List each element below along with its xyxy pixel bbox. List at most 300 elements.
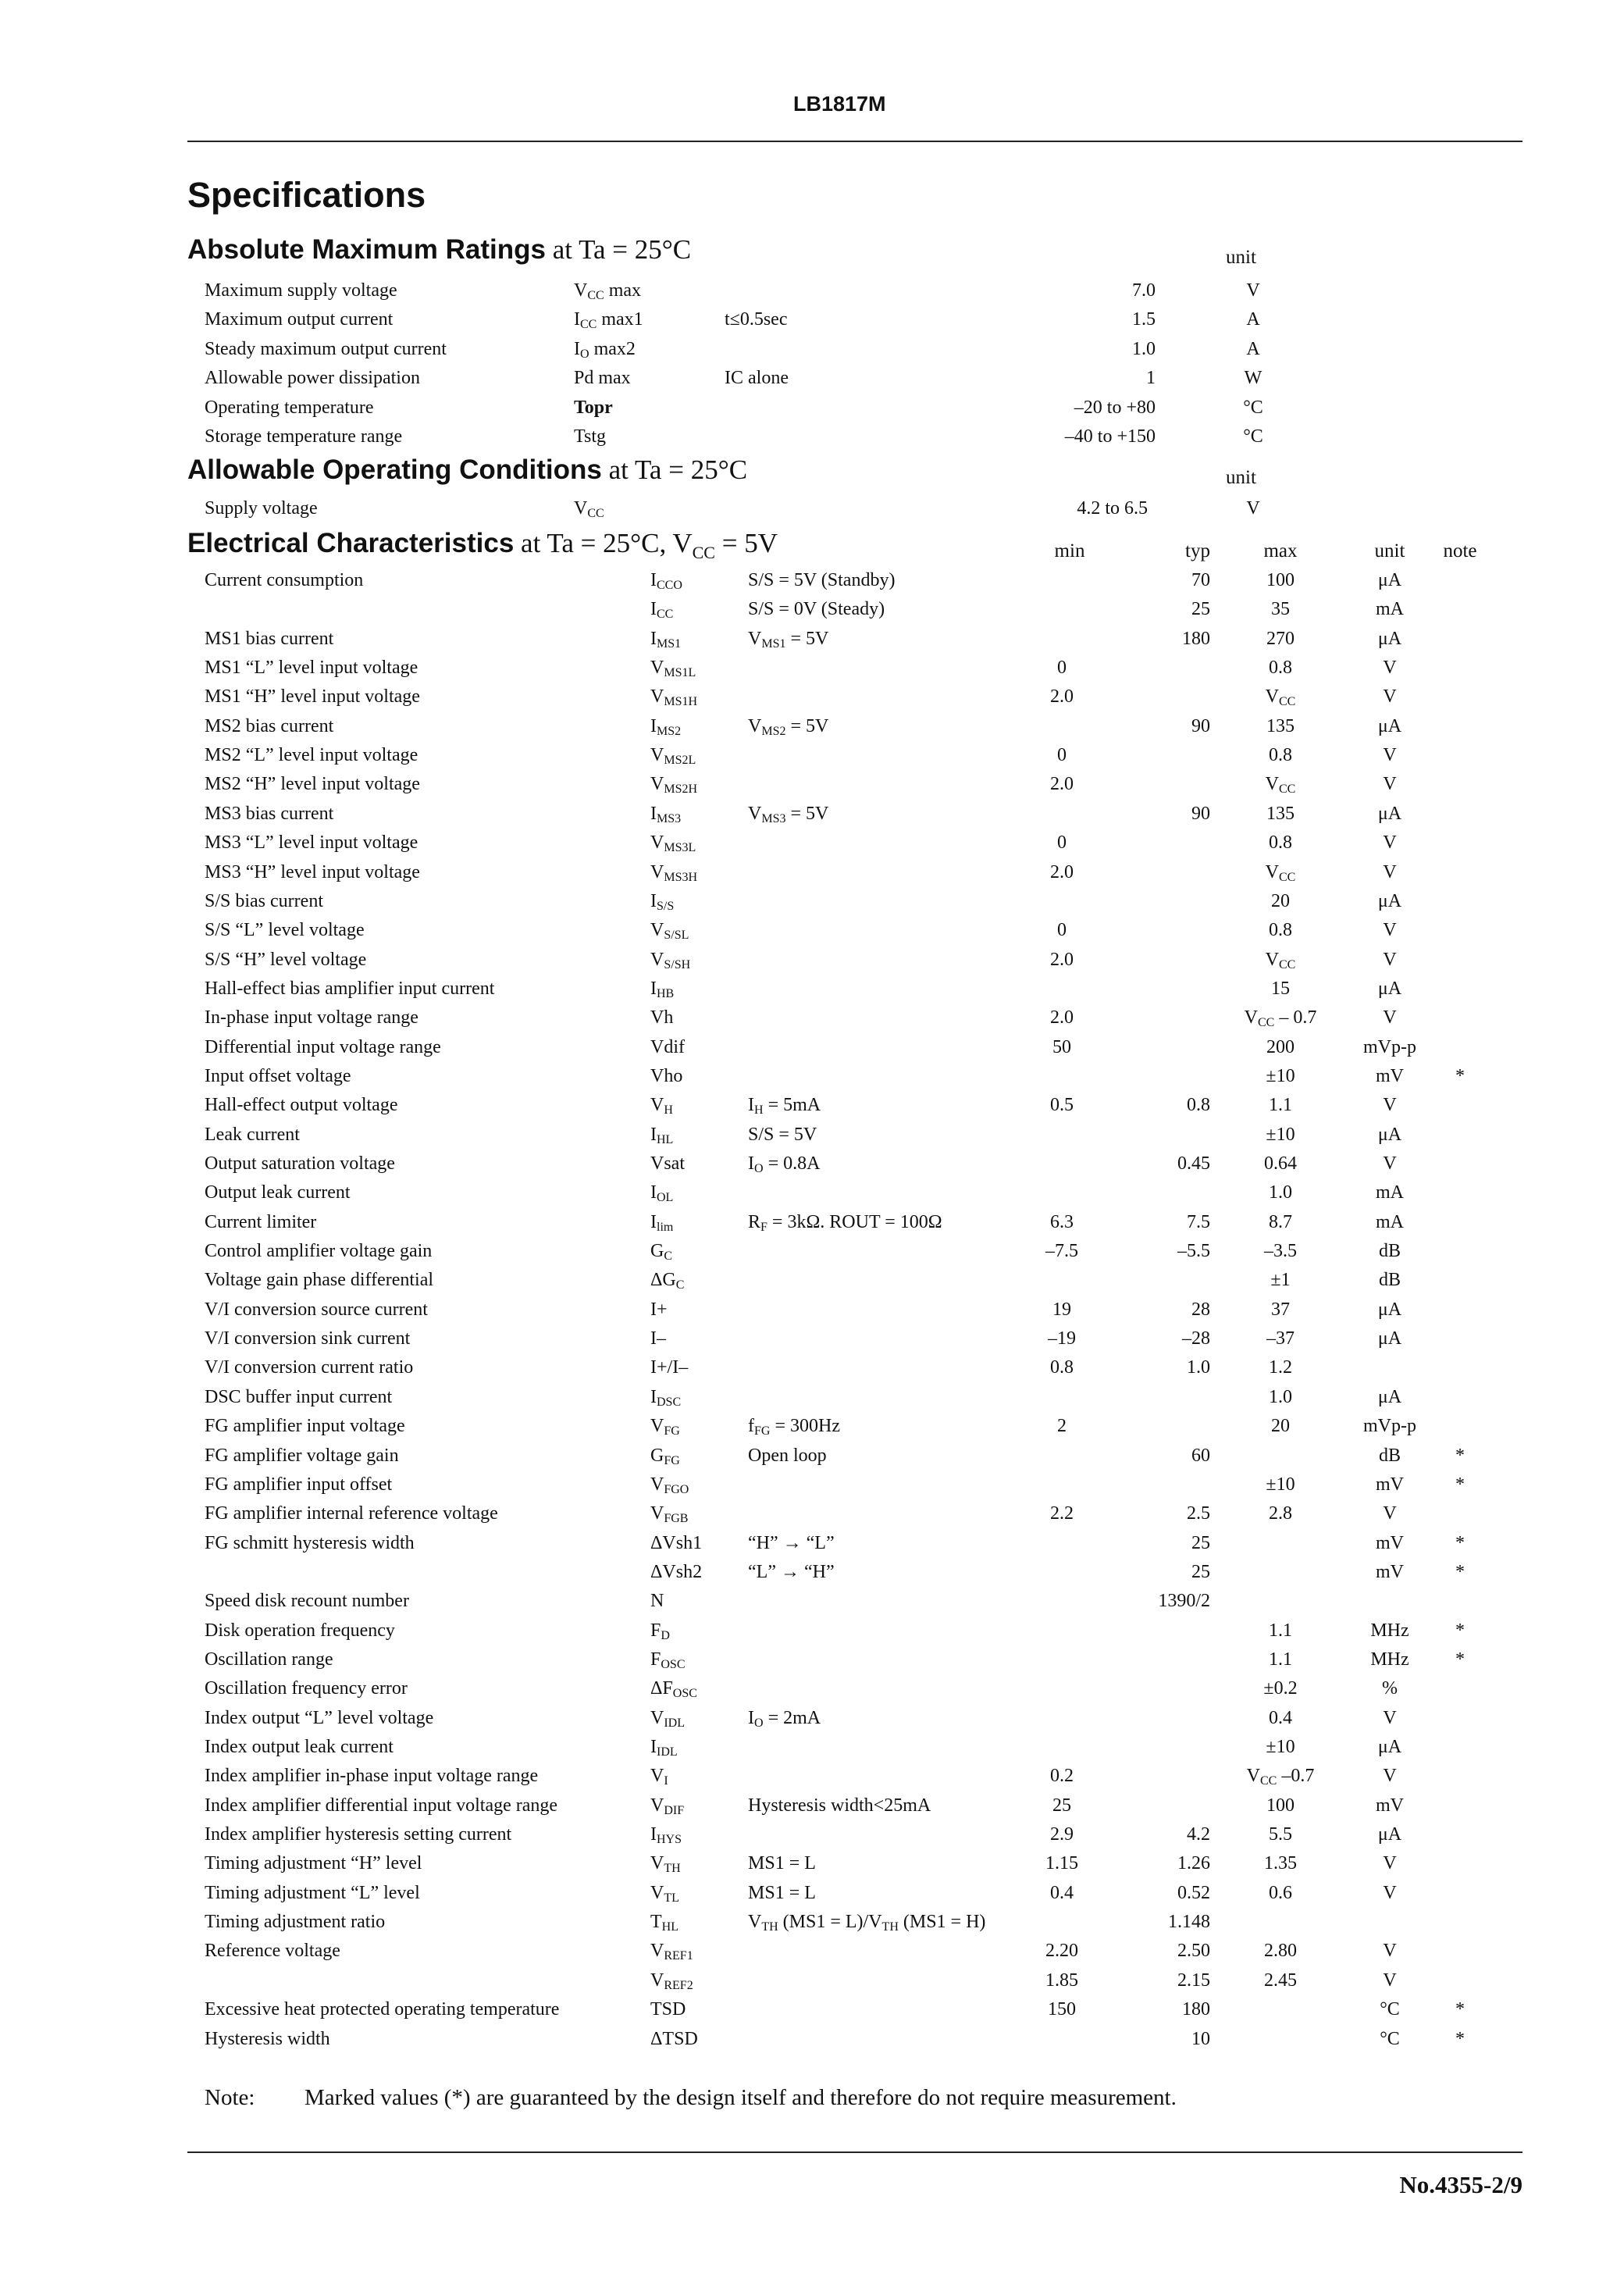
param-symbol [650,1064,682,1088]
param-symbol [650,1939,693,1968]
param-max [1218,1268,1343,1292]
param-symbol-subscript: CC [580,318,597,332]
param-typ [1116,1852,1210,1875]
param-name-text: FG schmitt hysteresis width [205,1532,415,1553]
param-min [1015,1036,1109,1059]
param-unit [1351,627,1429,651]
param-symbol-text: V [650,832,664,854]
param-unit [1351,1735,1429,1759]
param-unit [1351,1794,1429,1817]
param-unit [1351,1764,1429,1788]
param-typ-text: 180 [1182,1999,1210,2020]
param-unit [1351,889,1429,913]
param-symbol [650,802,681,831]
param-max [1218,1852,1343,1875]
param-condition-suffix: = 5V [785,628,829,649]
param-symbol-text: V [650,686,664,708]
param-symbol-subscript: MS3 [657,811,682,825]
param-unit-text: MHz [1370,1649,1409,1670]
param-condition-text: Open loop [748,1445,827,1466]
param-max [1218,685,1343,714]
param-symbol-text: TSD [650,1999,686,2020]
param-min [1015,1939,1109,1963]
param-max-text: ±10 [1266,1474,1295,1495]
param-symbol [650,918,689,947]
param-symbol-text: ΔVsh2 [650,1561,703,1582]
param-max-text: 20 [1271,890,1290,911]
param-unit [1351,1268,1429,1292]
param-value [1038,337,1156,361]
param-unit-text: mV [1376,1474,1404,1495]
param-max [1218,1356,1343,1379]
param-max [1218,1327,1343,1350]
param-min [1015,1881,1109,1905]
param-unit-text: μA [1377,628,1402,649]
param-symbol [650,948,690,977]
param-unit-text: μA [1377,803,1402,824]
param-min-text: 0 [1057,920,1067,941]
table-row [0,1998,1624,2027]
param-typ-text: 10 [1191,2028,1210,2049]
param-unit [1351,1619,1429,1642]
param-symbol-text: I [650,599,657,620]
param-symbol-text: V [650,658,664,679]
param-typ [1116,1093,1210,1117]
param-name [205,948,366,971]
param-name [205,1181,351,1204]
param-max-text: 1.1 [1269,1095,1292,1116]
param-typ-text: 0.52 [1177,1882,1210,1903]
param-condition [748,715,828,743]
param-name-text: MS3 “L” level input voltage [205,832,418,854]
param-value [1038,308,1156,331]
param-unit-text: °C [1243,426,1263,447]
param-unit-text: μA [1377,1328,1402,1349]
param-note-text: * [1455,1532,1465,1553]
param-name-text: In-phase input voltage range [205,1007,418,1028]
param-symbol-text: V [650,920,664,941]
param-condition-text: I [748,1153,754,1174]
param-name-text: Allowable power dissipation [205,368,420,389]
param-name [205,1910,385,1934]
param-max [1218,1239,1343,1263]
param-condition-text: MS1 = L [748,1853,816,1874]
param-condition-text: R [748,1211,761,1232]
param-unit-text: V [1383,1853,1397,1874]
param-max [1218,715,1343,738]
param-condition [725,366,789,390]
param-max-text: 15 [1271,978,1290,999]
param-unit-text: mA [1376,599,1404,620]
param-min [1015,1502,1109,1525]
param-name [205,1823,511,1846]
param-max-text: 1.0 [1269,1386,1292,1407]
param-max [1218,1969,1343,1992]
param-unit-text: V [1383,745,1397,766]
param-max-text: 35 [1271,599,1290,620]
param-name [205,279,397,302]
table-row [0,425,1624,454]
param-unit-text: V [1246,498,1260,519]
param-min [1015,1414,1109,1438]
param-condition-subscript: F [760,1220,767,1234]
param-max [1218,656,1343,679]
param-name [205,366,420,390]
table-row [0,1502,1624,1531]
param-symbol-text: I+/I– [650,1357,689,1378]
param-name-text: V/I conversion sink current [205,1328,411,1349]
param-value-text: 7.0 [1132,280,1156,301]
param-unit-text: mVp-p [1363,1036,1416,1057]
param-name-text: Hall-effect bias amplifier input current [205,978,495,999]
param-max-text: 0.6 [1269,1882,1292,1903]
param-symbol-subscript: TL [664,1891,679,1905]
param-max [1218,1064,1343,1088]
param-max-text: 135 [1266,715,1295,736]
param-typ [1116,1998,1210,2021]
param-typ [1116,1589,1210,1613]
param-symbol-text: G [650,1241,664,1262]
param-name [205,977,494,1000]
param-name [205,1502,498,1525]
param-symbol-subscript: S/S [657,899,675,913]
param-symbol-text: I [650,1824,657,1845]
param-name-text: Index amplifier differential input voltage range [205,1795,558,1816]
param-typ-text: 90 [1191,803,1210,824]
param-unit [1218,396,1288,419]
param-symbol-subscript: MS1 [657,636,682,651]
param-symbol-text: I [650,890,657,911]
param-symbol-text: V [650,745,664,766]
param-unit [1351,1969,1429,1992]
param-symbol-subscript: HL [661,1920,678,1934]
param-symbol-text: Vh [650,1007,674,1028]
param-condition-text: I [748,1095,754,1116]
param-symbol-text: V [650,1474,664,1495]
param-unit [1351,918,1429,942]
param-max [1218,743,1343,767]
param-typ-text: –5.5 [1177,1241,1210,1262]
table-row [0,889,1624,918]
param-symbol [650,1764,668,1793]
param-typ [1116,569,1210,592]
param-typ-text: 1.148 [1168,1912,1210,1933]
param-unit [1218,279,1288,302]
param-max-text: ±10 [1266,1065,1295,1086]
param-min-text: 50 [1052,1036,1071,1057]
param-max-text: 200 [1266,1036,1295,1057]
param-typ [1116,2027,1210,2051]
param-min [1015,1764,1109,1788]
param-symbol-text: F [650,1620,661,1641]
param-value-text: 1.0 [1132,338,1156,359]
param-symbol [650,1560,702,1584]
param-name [205,1677,408,1700]
param-name [205,308,393,331]
param-symbol-subscript: DSC [657,1395,682,1409]
param-name [205,715,333,738]
param-max-subscript: CC [1279,870,1296,884]
param-name [205,772,420,796]
param-min [1015,1327,1109,1350]
param-typ-text: 0.45 [1177,1153,1210,1174]
param-condition-suffix: = 300Hz [770,1416,840,1437]
param-name [205,802,333,825]
param-unit [1351,948,1429,971]
table-row [0,918,1624,947]
param-symbol-subscript: REF1 [664,1949,693,1963]
param-name [205,1239,432,1263]
param-condition-text: V [748,1912,762,1933]
param-name-text: Hysteresis width [205,2028,330,2049]
param-name-text: Timing adjustment “L” level [205,1882,420,1903]
param-typ-text: 2.15 [1177,1970,1210,1991]
param-unit-text: μA [1377,715,1402,736]
param-symbol-text: V [650,1503,664,1524]
table-row [0,1036,1624,1064]
param-symbol-text: I [650,803,657,824]
param-symbol-text: I [650,1182,657,1203]
param-symbol-text: G [650,1445,664,1466]
param-name [205,1093,397,1117]
table-row [0,1531,1624,1560]
table-row [0,1619,1624,1648]
param-typ [1116,1444,1210,1467]
param-name [205,627,333,651]
param-symbol [650,1093,673,1122]
table-row [0,1794,1624,1823]
param-max-text: 1.1 [1269,1649,1292,1670]
param-symbol-subscript: REF2 [664,1978,693,1992]
param-max-text: V [1265,774,1279,795]
table-row [0,1560,1624,1589]
param-symbol [650,743,696,772]
param-condition-text: V [748,715,762,736]
param-unit [1351,1181,1429,1204]
param-value-text: 1 [1146,368,1156,389]
table-row [0,1123,1624,1152]
param-condition-text: S/S = 5V (Standby) [748,570,896,590]
table-row [0,1852,1624,1881]
param-name-text: Index amplifier hysteresis setting current [205,1824,512,1845]
table-row [0,1064,1624,1093]
param-unit [1351,1210,1429,1234]
param-symbol-subscript: CC [587,289,604,302]
param-min [1015,1998,1109,2021]
param-name [205,1852,422,1875]
param-unit [1351,1939,1429,1963]
col-max-header: max [1263,540,1298,561]
param-name-text: MS3 “H” level input voltage [205,861,420,882]
param-unit-text: V [1383,1766,1397,1787]
param-max-text: 1.2 [1269,1357,1292,1378]
param-unit-text: °C [1380,2028,1400,2049]
param-unit-text: V [1383,1707,1397,1728]
table-row [0,279,1624,308]
param-unit [1351,715,1429,738]
param-symbol-subscript: OSC [672,1687,697,1701]
param-symbol-text: V [574,280,588,301]
param-note-text: * [1455,1065,1465,1086]
param-min-text: 0 [1057,745,1067,766]
param-unit-text: V [1383,658,1397,679]
param-symbol-text: Vdif [650,1036,685,1057]
param-unit [1351,685,1429,708]
param-condition-subscript: O [754,1162,764,1175]
table-row [0,308,1624,337]
param-condition-text: IC alone [725,368,789,389]
param-condition-text: MS1 = L [748,1882,816,1903]
param-name-text: Oscillation range [205,1649,333,1670]
param-max-text: 100 [1266,570,1295,590]
param-symbol-text: I [650,1124,657,1145]
param-note-text: * [1455,2028,1465,2049]
table-row [0,1152,1624,1181]
param-symbol [650,1910,678,1939]
abs-max-unit-header: unit [1226,247,1256,268]
param-name [205,1706,433,1730]
param-min [1015,772,1109,796]
param-name-text: Output saturation voltage [205,1153,395,1174]
param-condition-suffix: = 5V [785,715,829,736]
param-condition [748,1093,821,1122]
param-max [1218,772,1343,801]
param-typ [1116,715,1210,738]
param-condition [748,597,885,621]
param-typ [1116,1152,1210,1175]
param-min [1015,1239,1109,1263]
param-max [1218,1181,1343,1204]
param-symbol-subscript: lim [657,1220,674,1234]
header-rule [187,141,1522,142]
param-symbol [650,1735,678,1764]
param-name [205,1006,418,1029]
param-max [1218,831,1343,854]
param-symbol-text: I [574,309,580,330]
param-symbol [650,1881,679,1910]
param-name-text: Leak current [205,1124,300,1145]
param-symbol-text: N [650,1591,664,1612]
param-typ [1116,627,1210,651]
param-name-text: MS1 bias current [205,628,334,649]
param-name [205,1064,351,1088]
param-unit [1351,1327,1429,1350]
param-condition [748,1414,840,1443]
param-name [205,569,363,592]
param-unit [1351,1239,1429,1263]
param-min-text: 2.0 [1050,949,1074,970]
param-value [1038,279,1156,302]
table-row [0,1268,1624,1297]
param-name-text: Input offset voltage [205,1065,351,1086]
table-row [0,1939,1624,1968]
table-row [0,861,1624,889]
table-row [0,685,1624,714]
param-symbol [650,889,674,918]
param-max-text: 1.1 [1269,1620,1292,1641]
param-max [1218,627,1343,651]
param-min-text: 0.5 [1050,1095,1074,1116]
param-condition-subscript: FG [754,1424,771,1438]
param-symbol-text: V [650,1941,664,1962]
param-max-text: 0.64 [1264,1153,1297,1174]
param-name [205,1881,420,1905]
param-symbol [650,861,697,889]
param-max-text: 1.0 [1269,1182,1292,1203]
table-row [0,2027,1624,2056]
param-condition-suffix: = 5V [785,803,829,824]
param-max-text: ±10 [1266,1124,1295,1145]
param-typ-text: 2.5 [1187,1503,1210,1524]
param-condition-subscript: TH [761,1920,778,1934]
param-condition-subscript-2: TH [881,1920,899,1934]
param-condition-subscript: H [754,1103,764,1118]
param-value [1038,425,1156,448]
param-typ-text: 70 [1191,570,1210,590]
param-symbol [650,1823,682,1852]
param-symbol-text: Vho [650,1065,683,1086]
param-name [205,656,418,679]
param-name [205,1794,557,1817]
param-condition-text: I [748,1707,754,1728]
param-unit [1351,656,1429,679]
param-symbol-subscript: S/SL [664,929,689,943]
param-unit [1351,1823,1429,1846]
param-min-text: 150 [1048,1999,1076,2020]
param-symbol-subscript: O [580,347,589,361]
param-name-text: Maximum supply voltage [205,280,397,301]
param-symbol-text: ΔTSD [650,2028,698,2049]
param-name [205,497,318,520]
param-value-text: 1.5 [1132,309,1156,330]
param-unit-text: V [1383,686,1397,708]
param-unit-text: dB [1378,1241,1401,1262]
table-row [0,1181,1624,1210]
param-condition-text: V [748,803,762,824]
table-row [0,1881,1624,1910]
param-unit [1351,1881,1429,1905]
param-symbol [650,2027,698,2051]
param-name [205,1036,441,1059]
param-min-text: 0.4 [1050,1882,1074,1903]
param-max [1218,1648,1343,1671]
param-max-text: 2.45 [1264,1970,1297,1991]
param-max-text: 0.4 [1269,1707,1292,1728]
param-name [205,1735,394,1759]
param-name-text: S/S “H” level voltage [205,949,367,970]
param-unit [1351,569,1429,592]
param-max-text: ±10 [1266,1737,1295,1757]
param-name-text: Timing adjustment “H” level [205,1853,422,1874]
table-row [0,366,1624,395]
table-row [0,715,1624,743]
param-max-text: V [1265,861,1279,882]
param-name-text: Excessive heat protected operating temperature [205,1999,560,2020]
param-note [1437,2027,1483,2051]
param-symbol [650,1385,681,1414]
param-unit-text: V [1383,1095,1397,1116]
param-max-subscript: CC [1279,957,1296,971]
param-symbol [650,1152,685,1175]
param-symbol [650,1356,688,1379]
param-unit-text: dB [1378,1270,1401,1291]
param-value-text: –20 to +80 [1074,397,1156,418]
param-name [205,1998,559,2021]
param-symbol-subscript: CC [587,507,604,520]
param-condition-subscript: MS2 [761,724,786,738]
param-typ-text: –28 [1182,1328,1210,1349]
param-note-text: * [1455,1649,1465,1670]
